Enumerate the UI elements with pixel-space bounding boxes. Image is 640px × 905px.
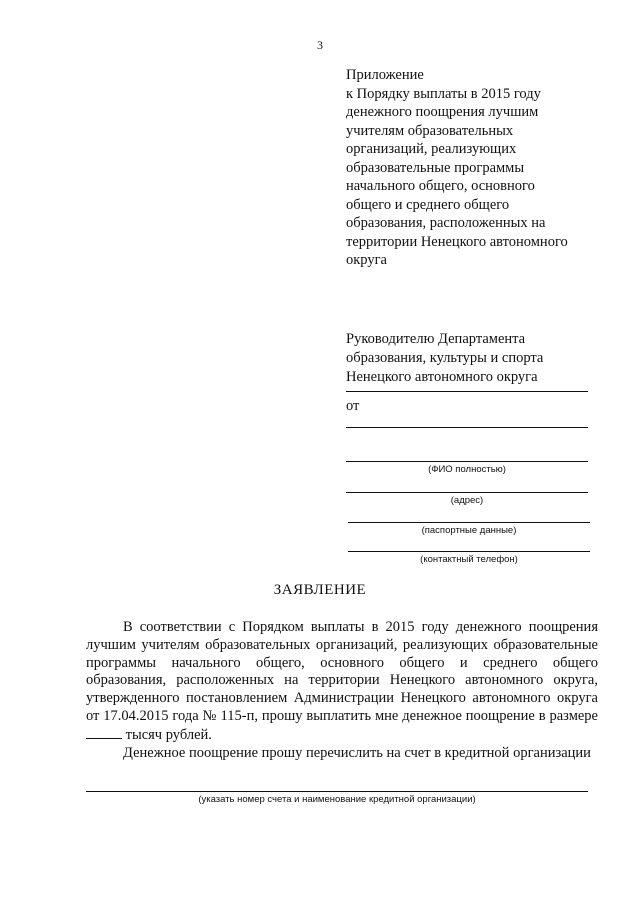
account-caption: (указать номер счета и наименование кредитной организации) <box>198 794 476 805</box>
addressee-line: Руководителю Департамента <box>346 331 526 347</box>
phone-line <box>348 551 590 552</box>
full-name-caption: (ФИО полностью) <box>428 464 506 475</box>
appendix-line: образовательные программы <box>346 159 525 176</box>
appendix-line: территории Ненецкого автономного <box>346 233 568 250</box>
from-label: от <box>346 398 360 414</box>
document-title: ЗАЯВЛЕНИЕ <box>273 582 367 598</box>
appendix-line: образования, расположенных на <box>346 215 546 231</box>
appendix-line: денежного поощрения лучшим <box>346 104 539 120</box>
address-line <box>346 492 588 493</box>
appendix-line: общего и среднего общего <box>346 196 510 213</box>
statement-body <box>86 619 598 762</box>
full-name-line <box>346 461 588 462</box>
phone-caption: (контактный телефон) <box>420 554 518 565</box>
appendix-line: округа <box>346 252 387 268</box>
appendix-line: Приложение <box>346 67 424 83</box>
appendix-header <box>346 66 616 270</box>
passport-line <box>348 522 590 523</box>
addressee-block <box>346 330 606 387</box>
passport-caption: (паспортные данные) <box>421 525 517 536</box>
page-number: 3 <box>317 38 323 52</box>
paragraph-1-end: тысяч рублей. <box>125 726 212 743</box>
addressee-line: Ненецкого автономного округа <box>346 369 538 385</box>
appendix-line: начального общего, основного <box>346 178 535 194</box>
applicant-line-1 <box>346 427 588 428</box>
statement-paragraph-2: Денежное поощрение прошу перечислить на счет в кредитной организации <box>123 744 591 761</box>
amount-blank <box>86 726 122 739</box>
statement-paragraph-1 <box>86 619 598 745</box>
addressee-line: образования, культуры и спорта <box>346 350 544 366</box>
address-caption: (адрес) <box>450 495 484 506</box>
account-line <box>86 791 588 792</box>
appendix-line: учителям образовательных <box>346 122 514 139</box>
addressee-underline <box>346 391 588 392</box>
paragraph-1-text: В соответствии с Порядком выплаты в 2015 году денежного поощрения лучшим учителям образовательных организаций, реализующих образовательные программы начального общего, основного общего и среднего общего образования, расположенных на территории Ненецкого автономного округа, утвержденного постановлением Администрации Ненецкого автономного округа от 17.04.2015 года № 115-п, прошу выплатить мне денежное поощрение в размере <box>86 619 598 724</box>
appendix-line: организаций, реализующих <box>346 141 517 157</box>
appendix-line: к Порядку выплаты в 2015 году <box>346 85 541 102</box>
